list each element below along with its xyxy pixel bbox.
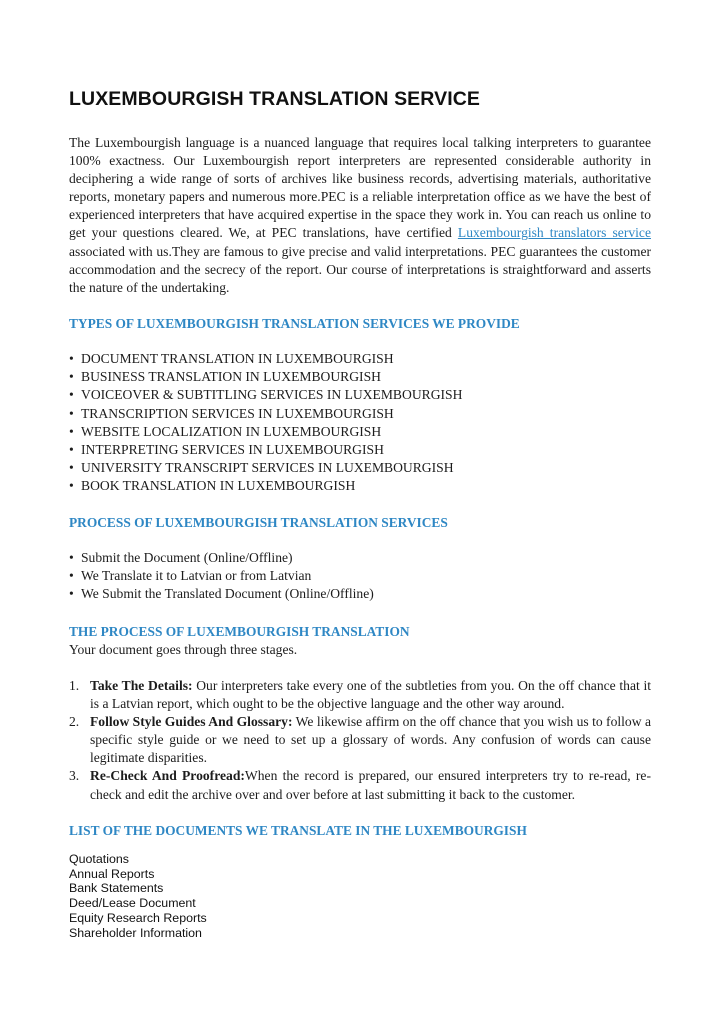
list-item: • BUSINESS TRANSLATION IN LUXEMBOURGISH: [69, 368, 462, 386]
bullet-icon: •: [69, 586, 74, 602]
list-item: • Submit the Document (Online/Offline): [69, 549, 374, 567]
list-item: • We Translate it to Latvian or from Latvian: [69, 567, 374, 585]
bullet-icon: •: [69, 568, 74, 584]
bullet-icon: •: [69, 460, 74, 476]
intro-paragraph: [69, 134, 651, 297]
step-item: [69, 713, 651, 767]
process-list: [69, 549, 374, 604]
step-title: Re-Check And Proofread:: [90, 768, 245, 784]
stages-list: [69, 677, 651, 804]
documents-list: [69, 852, 207, 940]
step-number: 1.: [69, 678, 80, 693]
types-list: [69, 350, 462, 496]
bullet-icon: •: [69, 442, 74, 458]
stages-subtitle: Your document goes through three stages.: [69, 642, 298, 657]
stages-heading: THE PROCESS OF LUXEMBOURGISH TRANSLATION: [69, 624, 410, 639]
list-item: • VOICEOVER & SUBTITLING SERVICES IN LUXEMBOURGISH: [69, 386, 462, 404]
list-item: Equity Research Reports: [69, 910, 207, 925]
step-text: Our interpreters take every one of the subtleties from you. On the off chance that it is a Latvian report, which ought to be the objective language and the other way around.: [90, 678, 651, 712]
step-text: When the record is prepared, our ensured interpreters try to re-read, re-check and edit the archive over and over before at last submitting it back to the customer.: [90, 768, 651, 802]
list-item: Deed/Lease Document: [69, 896, 196, 911]
list-item: Annual Reports: [69, 866, 155, 881]
list-item: • UNIVERSITY TRANSCRIPT SERVICES IN LUXEMBOURGISH: [69, 459, 462, 477]
documents-heading: LIST OF THE DOCUMENTS WE TRANSLATE IN THE LUXEMBOURGISH: [69, 823, 527, 838]
step-text: We likewise affirm on the off chance that you wish us to follow a specific style guide or we need to set up a glossary of words. Any confusion of words can cause legitimate disparities.: [90, 714, 651, 766]
list-item: • We Submit the Translated Document (Online/Offline): [69, 585, 374, 603]
translators-service-link[interactable]: Luxembourgish translators service: [457, 225, 651, 241]
bullet-icon: •: [69, 550, 74, 565]
step-item: [69, 677, 651, 713]
process-heading: PROCESS OF LUXEMBOURGISH TRANSLATION SERVICES: [69, 515, 448, 530]
bullet-icon: •: [69, 405, 74, 421]
list-item: Bank Statements: [69, 881, 164, 896]
step-title: Follow Style Guides And Glossary:: [90, 714, 293, 730]
intro-text-start: The Luxembourgish language is a nuanced language that requires local talking interpreters to guarantee 100% exactness. Our Luxembourgish report interpreters are represented considerable authority in deciphering a wide range of sorts of archives like business records, advertising materials, authoritative reports, monetary papers and numerous more.PEC is a reliable interpretation office as we have the best of experienced interpreters that have acquired expertise in the space they work in. You can reach us online to get your questions cleared. We, at PEC translations, have certified: [69, 135, 651, 241]
bullet-icon: •: [69, 387, 74, 403]
step-number: 3.: [69, 768, 80, 784]
intro-text-end: associated with us.They are famous to give precise and valid interpretations. PEC guarantees the customer accommodation and the secrecy of the report. Our course of interpretations is straightforward and asserts the nature of the undertaking.: [69, 243, 651, 295]
list-item: • TRANSCRIPTION SERVICES IN LUXEMBOURGISH: [69, 405, 462, 423]
step-item: [69, 767, 651, 803]
types-heading: TYPES OF LUXEMBOURGISH TRANSLATION SERVICES WE PROVIDE: [69, 316, 520, 331]
list-item: • BOOK TRANSLATION IN LUXEMBOURGISH: [69, 477, 462, 495]
page-title: LUXEMBOURGISH TRANSLATION SERVICE: [69, 88, 481, 110]
list-item: • WEBSITE LOCALIZATION IN LUXEMBOURGISH: [69, 423, 462, 441]
bullet-icon: •: [69, 423, 74, 439]
list-item: • DOCUMENT TRANSLATION IN LUXEMBOURGISH: [69, 350, 462, 368]
list-item: • INTERPRETING SERVICES IN LUXEMBOURGISH: [69, 441, 462, 459]
list-item: Quotations: [69, 852, 129, 866]
bullet-icon: •: [69, 478, 74, 494]
step-title: Take The Details:: [90, 678, 193, 693]
step-number: 2.: [69, 714, 80, 730]
bullet-icon: •: [69, 369, 74, 385]
list-item: Shareholder Information: [69, 925, 202, 940]
bullet-icon: •: [69, 351, 74, 366]
